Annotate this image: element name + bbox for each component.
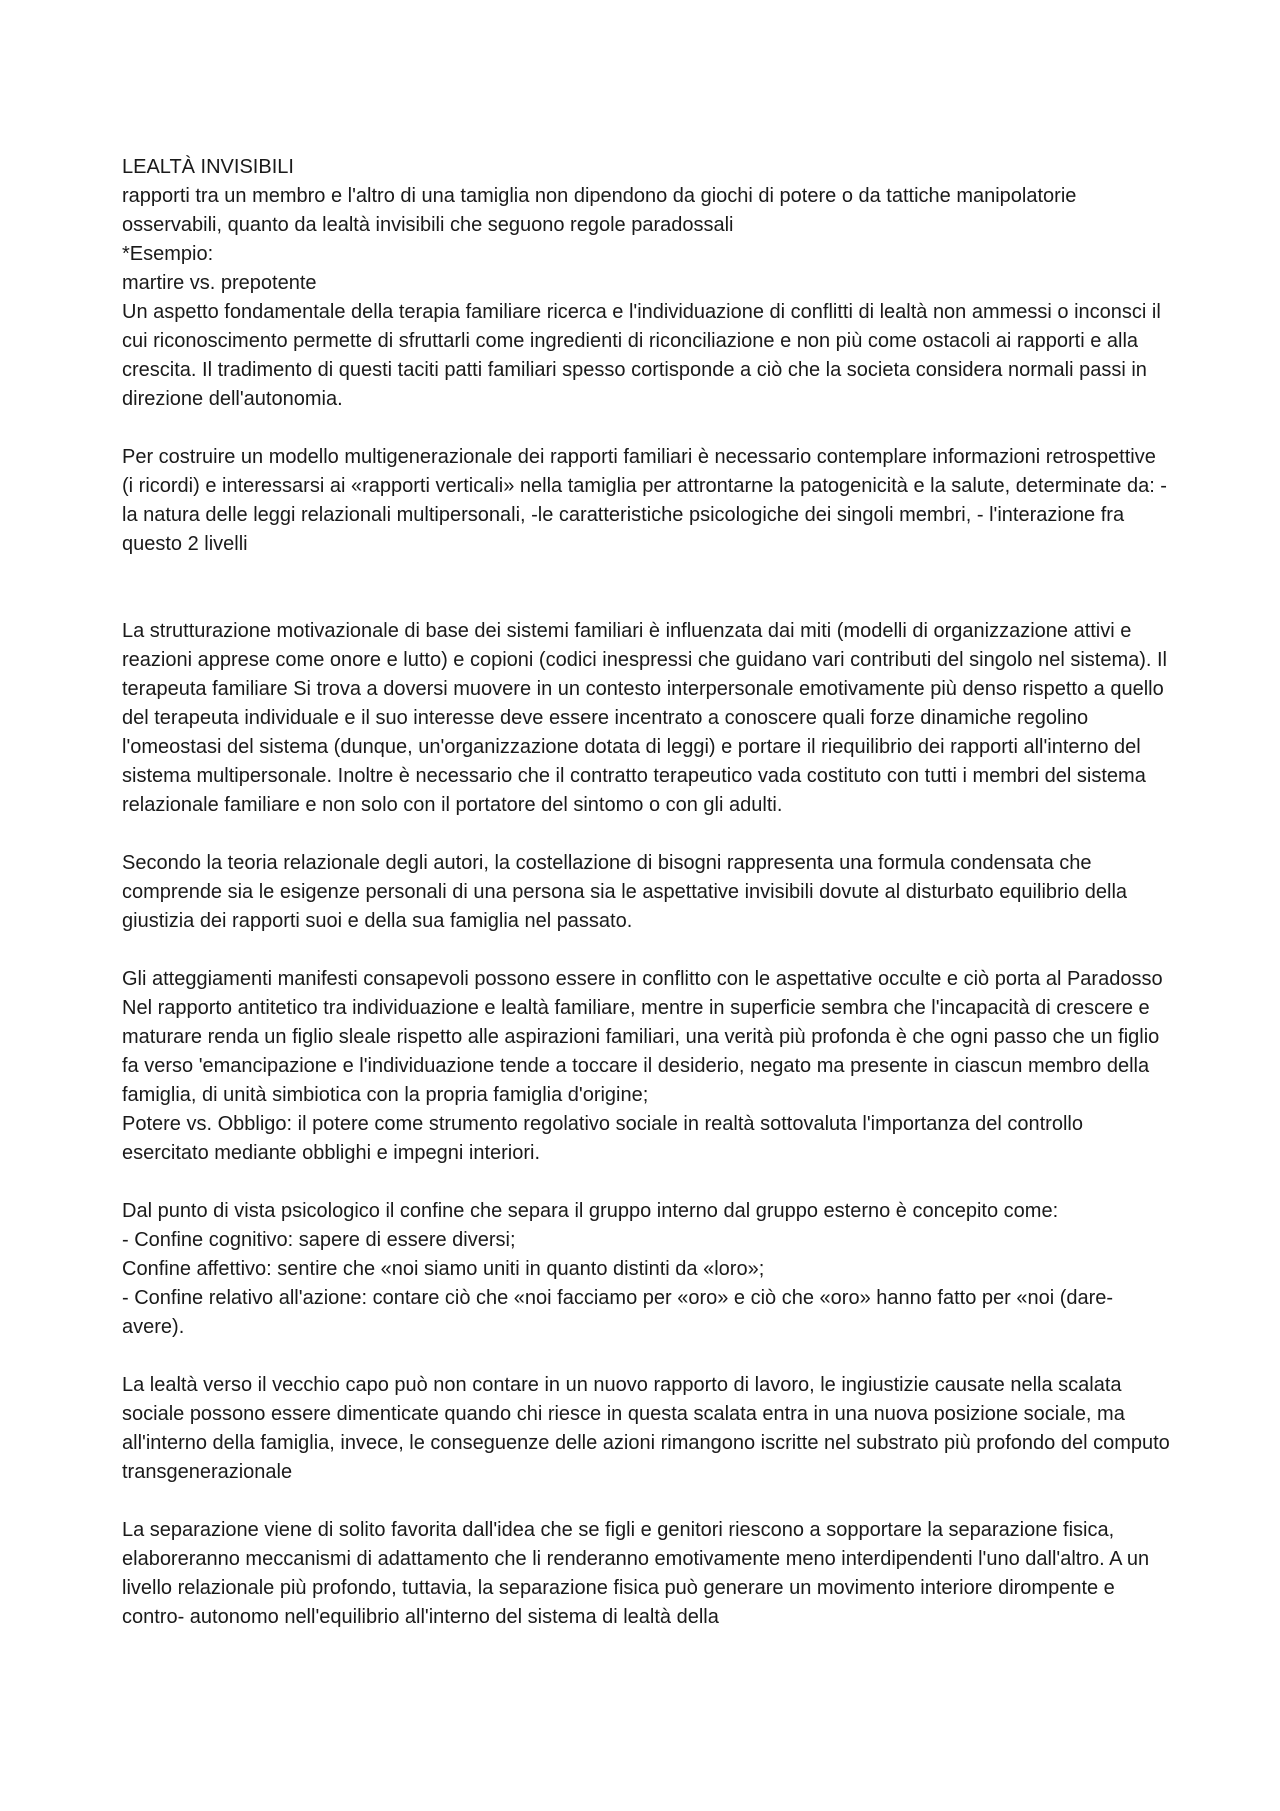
paragraph-intro: rapporti tra un membro e l'altro di una tamiglia non dipendono da giochi di potere o da tattiche manipolatorie osservabili, quanto da lealtà invisibili che seguono regole paradossali	[122, 185, 1077, 236]
document-body	[122, 153, 1172, 1632]
spacer	[122, 1342, 1172, 1371]
spacer	[122, 936, 1172, 965]
spacer	[122, 820, 1172, 849]
spacer	[122, 1168, 1172, 1197]
paragraph-motivational-structure: La strutturazione motivazionale di base dei sistemi familiari è influenzata dai miti (modelli di organizzazione attivi e reazioni apprese come onore e lutto) e copioni (codici inespressi che guidano vari contributi del singolo nel sistema). Il terapeuta familiare Si trova a doversi muovere in un contesto interpersonale emotivamente più denso rispetto a quello del terapeuta individuale e il suo interesse deve essere incentrato a conoscere quali forze dinamiche regolino l'omeostasi del sistema (dunque, un'organizzazione dotata di leggi) e portare il riequilibrio dei rapporti all'interno del sistema multipersonale. Inoltre è necessario che il contratto terapeutico vada costituto con tutti i membri del sistema relazionale familiare e non solo con il portatore del sintomo o con gli adulti.	[122, 620, 1167, 816]
spacer	[122, 414, 1172, 443]
paragraph-separation: La separazione viene di solito favorita dall'idea che se figli e genitori riescono a sopportare la separazione fisica, elaboreranno meccanismi di adattamento che li renderanno emotivamente meno interdipendenti l'uno dall'altro. A un livello relazionale più profondo, tuttavia, la separazione fisica può generare un movimento interiore dirompente e contro- autonomo nell'equilibrio all'interno del sistema di lealtà della	[122, 1519, 1150, 1628]
paragraph-needs-constellation: Secondo la teoria relazionale degli autori, la costellazione di bisogni rappresenta una formula condensata che comprende sia le esigenze personali di una persona sia le aspettative invisibili dovute al disturbato equilibrio della giustizia dei rapporti suoi e della sua famiglia nel passato.	[122, 852, 1128, 932]
paragraph-example-label: *Esempio:	[122, 243, 214, 265]
paragraph-boundary-affective: Confine affettivo: sentire che «noi siamo uniti in quanto distinti da «loro»;	[122, 1258, 765, 1280]
paragraph-boundary-action: - Confine relativo all'azione: contare ciò che «noi facciamo per «oro» e ciò che «oro» hanno fatto per «noi (dare-avere).	[122, 1287, 1114, 1338]
paragraph-boundary-intro: Dal punto di vista psicologico il confine che separa il gruppo interno dal gruppo esterno è concepito come:	[122, 1200, 1059, 1222]
paragraph-conflicts: Un aspetto fondamentale della terapia familiare ricerca e l'individuazione di conflitti di lealtà non ammessi o inconsci il cui riconoscimento permette di sfruttarli come ingredienti di riconciliazione e non più come ostacoli ai rapporti e alla crescita. Il tradimento di questi taciti patti familiari spesso cortisponde a ciò che la societa considera normali passi in direzione dell'autonomia.	[122, 301, 1161, 410]
paragraph-loyalty-work: La lealtà verso il vecchio capo può non contare in un nuovo rapporto di lavoro, le ingiustizie causate nella scalata sociale possono essere dimenticate quando chi riesce in questa scalata entra in una nuova posizione sociale, ma all'interno della famiglia, invece, le conseguenze delle azioni rimangono iscritte nel substrato più profondo del computo transgenerazionale	[122, 1374, 1170, 1483]
paragraph-paradox: Gli atteggiamenti manifesti consapevoli possono essere in conflitto con le aspettative occulte e ciò porta al Paradosso Nel rapporto antitetico tra individuazione e lealtà familiare, mentre in superficie sembra che l'incapacità di crescere e maturare renda un figlio sleale rispetto alle aspirazioni familiari, una verità più profonda è che ogni passo che un figlio fa verso 'emancipazione e l'individuazione tende a toccare il desiderio, negato ma presente in ciascun membro della famiglia, di unità simbiotica con la propria famiglia d'origine;	[122, 968, 1163, 1106]
spacer	[122, 1487, 1172, 1516]
spacer	[122, 559, 1172, 617]
paragraph-multigenerational: Per costruire un modello multigenerazionale dei rapporti familiari è necessario contemplare informazioni retrospettive (i ricordi) e interessarsi ai «rapporti verticali» nella tamiglia per attrontarne la patogenicità e la salute, determinate da: -la natura delle leggi relazionali multipersonali, -le caratteristiche psicologiche dei singoli membri, - l'interazione fra questo 2 livelli	[122, 446, 1167, 555]
paragraph-example: martire vs. prepotente	[122, 272, 317, 294]
document-title: LEALTÀ INVISIBILI	[122, 156, 294, 178]
paragraph-power-obligation: Potere vs. Obbligo: il potere come strumento regolativo sociale in realtà sottovaluta l'importanza del controllo esercitato mediante obblighi e impegni interiori.	[122, 1113, 1083, 1164]
paragraph-boundary-cognitive: - Confine cognitivo: sapere di essere diversi;	[122, 1229, 516, 1251]
